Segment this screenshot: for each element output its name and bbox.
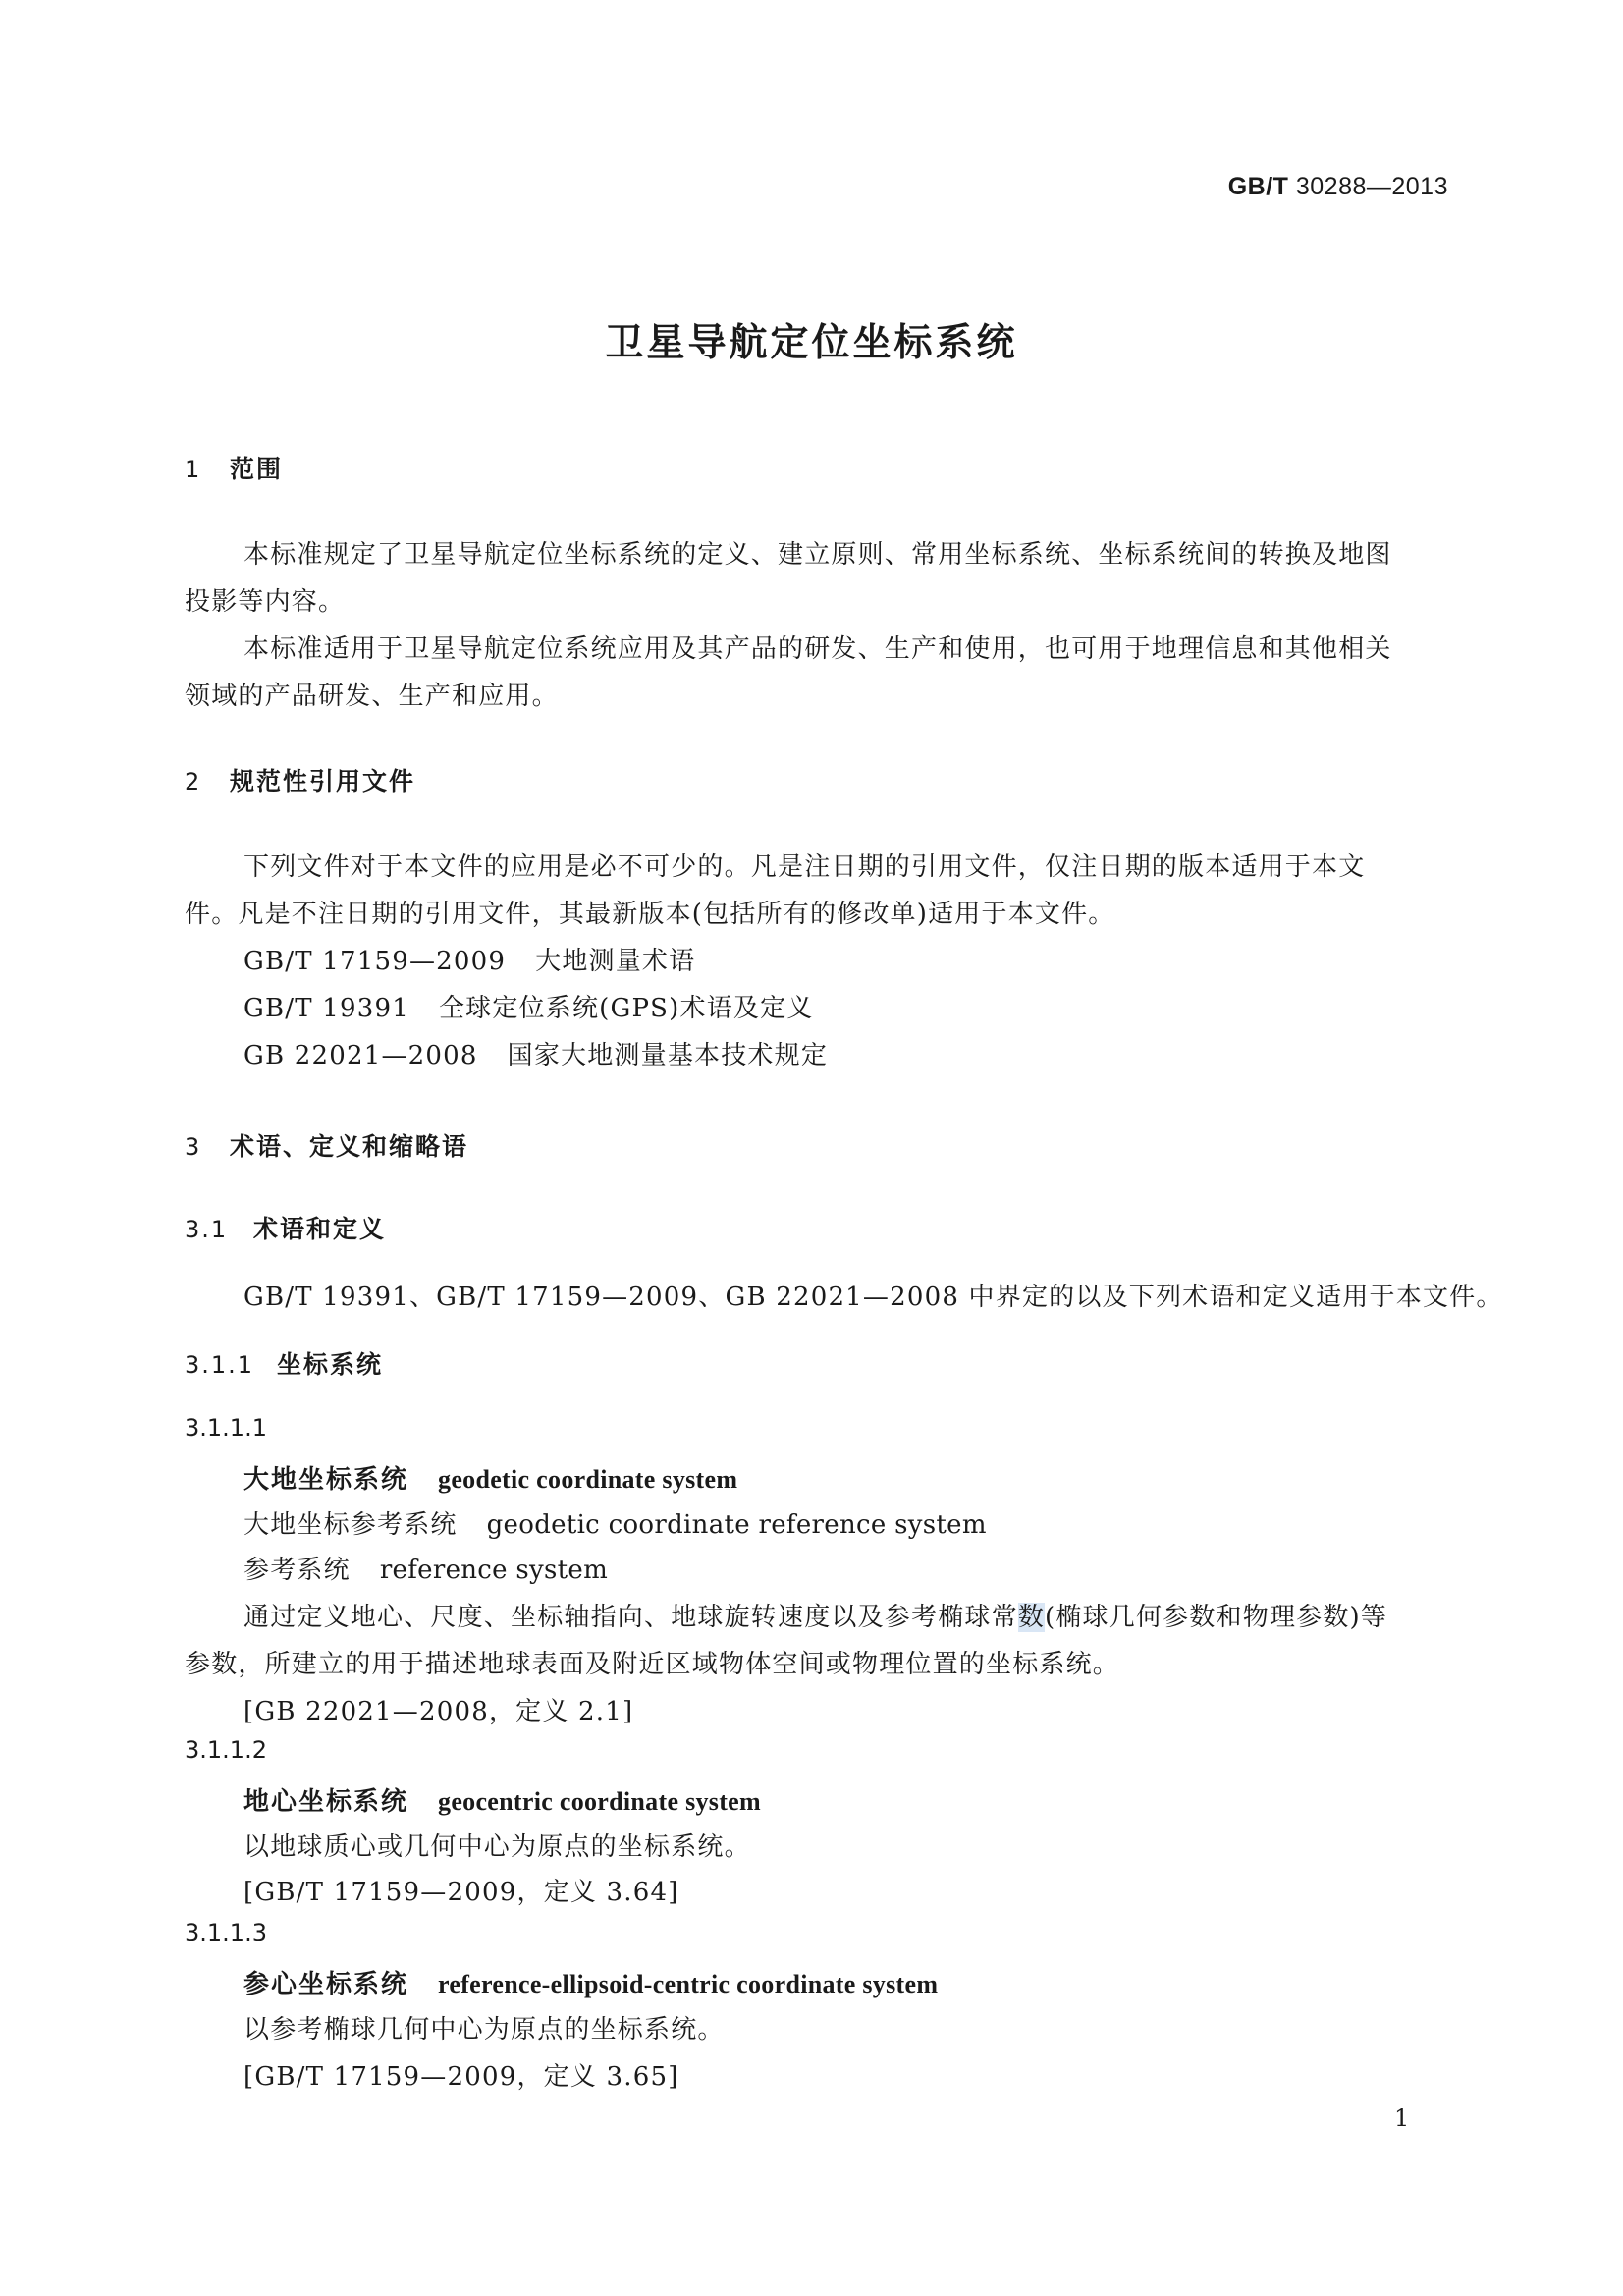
scope-paragraph-1-line-2: 投影等内容。 <box>185 587 346 617</box>
ref-code: GB 22021—2008 <box>243 1041 478 1070</box>
term-source: [GB/T 17159—2009，定义 3.64] <box>243 1878 679 1907</box>
section-title: 术语、定义和缩略语 <box>230 1132 469 1161</box>
term-synonym <box>243 1504 987 1541</box>
terms-intro: GB/T 19391、GB/T 17159—2009、GB 22021—2008 中界定的以及下列术语和定义适用于本文件。 <box>243 1283 1503 1312</box>
definition-text: 通过定义地心、尺度、坐标轴指向、地球旋转速度以及参考椭球常 <box>243 1603 1018 1632</box>
term-entry <box>243 1781 761 1818</box>
term-definition-line-1 <box>243 1597 1387 1633</box>
section-1-heading <box>185 450 283 485</box>
page-number: 1 <box>1394 2105 1410 2132</box>
standard-code <box>1228 173 1448 201</box>
term-source: [GB/T 17159—2009，定义 3.65] <box>243 2062 679 2092</box>
ref-item <box>243 1035 828 1071</box>
scope-paragraph-2-line-1: 本标准适用于卫星导航定位系统应用及其产品的研发、生产和使用，也可用于地理信息和其他相关 <box>243 634 1392 664</box>
section-title: 范围 <box>230 455 284 483</box>
ref-name: 大地测量术语 <box>535 947 696 976</box>
synonym-zh: 参考系统 <box>243 1556 351 1585</box>
term-number: 3.1.1.2 <box>185 1736 267 1764</box>
scope-paragraph-1-line-1: 本标准规定了卫星导航定位坐标系统的定义、建立原则、常用坐标系统、坐标系统间的转换及地图 <box>243 540 1392 570</box>
highlighted-text: 数 <box>1017 1603 1046 1632</box>
section-number: 1 <box>185 456 202 483</box>
standard-code-number: 30288—2013 <box>1295 173 1448 200</box>
term-entry <box>243 1459 737 1496</box>
synonym-en: reference system <box>379 1556 609 1585</box>
scope-paragraph-2-line-2: 领域的产品研发、生产和应用。 <box>185 682 559 711</box>
term-en: geocentric coordinate system <box>438 1787 761 1816</box>
section-title: 坐标系统 <box>277 1350 384 1379</box>
section-title: 术语和定义 <box>253 1215 387 1243</box>
standard-code-prefix: GB/T <box>1227 173 1289 200</box>
refs-intro-line-1: 下列文件对于本文件的应用是必不可少的。凡是注日期的引用文件，仅注日期的版本适用于本文 <box>243 852 1366 882</box>
ref-item <box>243 988 814 1024</box>
document-title: 卫星导航定位坐标系统 <box>605 321 1018 365</box>
term-definition: 以地球质心或几何中心为原点的坐标系统。 <box>243 1832 751 1862</box>
term-zh: 地心坐标系统 <box>243 1787 409 1817</box>
term-number: 3.1.1.1 <box>185 1414 267 1442</box>
term-source: [GB 22021—2008，定义 2.1] <box>243 1697 634 1726</box>
term-definition-line-2: 参数，所建立的用于描述地球表面及附近区域物体空间或物理位置的坐标系统。 <box>185 1650 1120 1679</box>
section-3-heading <box>185 1127 468 1163</box>
ref-name: 全球定位系统(GPS)术语及定义 <box>438 994 814 1023</box>
section-2-heading <box>185 762 415 797</box>
term-en: geodetic coordinate system <box>438 1465 738 1494</box>
section-number: 3 <box>185 1133 202 1161</box>
term-en: reference-ellipsoid-centric coordinate system <box>438 1970 939 1998</box>
term-synonym <box>243 1550 608 1586</box>
ref-code: GB/T 19391 <box>243 994 409 1023</box>
section-number: 3.1.1 <box>185 1351 255 1379</box>
term-entry <box>243 1964 938 2000</box>
section-number: 2 <box>185 768 202 795</box>
ref-name: 国家大地测量基本技术规定 <box>507 1041 829 1070</box>
section-number: 3.1 <box>185 1216 229 1243</box>
term-number: 3.1.1.3 <box>185 1919 267 1946</box>
ref-item <box>243 941 695 977</box>
synonym-zh: 大地坐标参考系统 <box>243 1510 458 1540</box>
term-definition: 以参考椭球几何中心为原点的坐标系统。 <box>243 2015 725 2045</box>
section-3-1-heading <box>185 1210 386 1245</box>
synonym-en: geodetic coordinate reference system <box>486 1510 987 1540</box>
term-zh: 大地坐标系统 <box>243 1465 409 1495</box>
ref-code: GB/T 17159—2009 <box>243 947 507 976</box>
definition-text: (椭球几何参数和物理参数)等 <box>1045 1603 1388 1632</box>
term-zh: 参心坐标系统 <box>243 1970 409 1999</box>
refs-intro-line-2: 件。凡是不注日期的引用文件，其最新版本(包括所有的修改单)适用于本文件。 <box>185 900 1115 929</box>
section-title: 规范性引用文件 <box>230 767 416 795</box>
section-3-1-1-heading <box>185 1345 383 1381</box>
